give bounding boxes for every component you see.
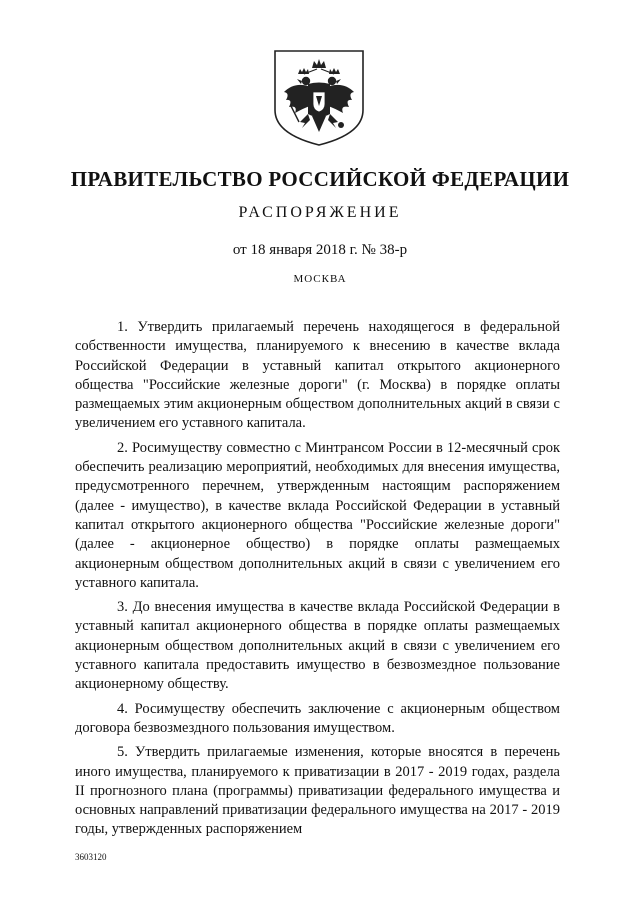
paragraph-4: 4. Росимуществу обеспечить заключение с акционерным обществом договора безвозмездного пользования имуществом.	[75, 700, 560, 736]
government-title: ПРАВИТЕЛЬСТВО РОССИЙСКОЙ ФЕДЕРАЦИИ	[70, 167, 570, 191]
document-date-number: от 18 января 2018 г. № 38-р	[232, 242, 408, 258]
paragraph-1: 1. Утвердить прилагаемый перечень находящегося в федеральной собственности имущества, планируемого к внесению в качестве вклада Российской Федерации в уставный капитал открытого акционерного общества "Российские железные дороги" (г. Москва) в порядке оплаты размещаемых этим акционерным обществом дополнительных акций в связи с увеличением его уставного капитала.	[75, 319, 560, 432]
coat-of-arms-icon	[272, 48, 366, 148]
paragraph-2: 2. Росимуществу совместно с Минтрансом России в 12-месячный срок обеспечить реализацию мероприятий, необходимых для внесения имущества, предусмотренного перечнем, утвержденным настоящим распоряжением (далее - имущество), в качестве вклада Российской Федерации в уставный капитал открытого акционерного общества "Российские железные дороги" (далее - акционерное общество) в порядке оплаты размещаемых акционерным обществом дополнительных акций в связи с увеличением его уставного капитала.	[75, 439, 560, 591]
document-type: РАСПОРЯЖЕНИЕ	[238, 204, 402, 221]
document-body	[75, 318, 560, 845]
paragraph-3: 3. До внесения имущества в качестве вклада Российской Федерации в уставный капитал акционерного общества в порядке оплаты размещаемых акционерным обществом дополнительных акций в связи с увеличением его уставного капитала предоставить имущество в безвозмездное пользование акционерному обществу.	[75, 599, 560, 693]
footer-document-code: 3603120	[75, 852, 107, 862]
document-city: МОСКВА	[293, 273, 347, 285]
paragraph-5: 5. Утвердить прилагаемые изменения, которые вносятся в перечень иного имущества, планируемого к приватизации в 2017 - 2019 годах, раздела II прогнозного плана (программы) приватизации федерального имущества и основных направлений приватизации федерального имущества на 2017 - 2019 годы, утвержденных распоряжением	[75, 744, 560, 838]
